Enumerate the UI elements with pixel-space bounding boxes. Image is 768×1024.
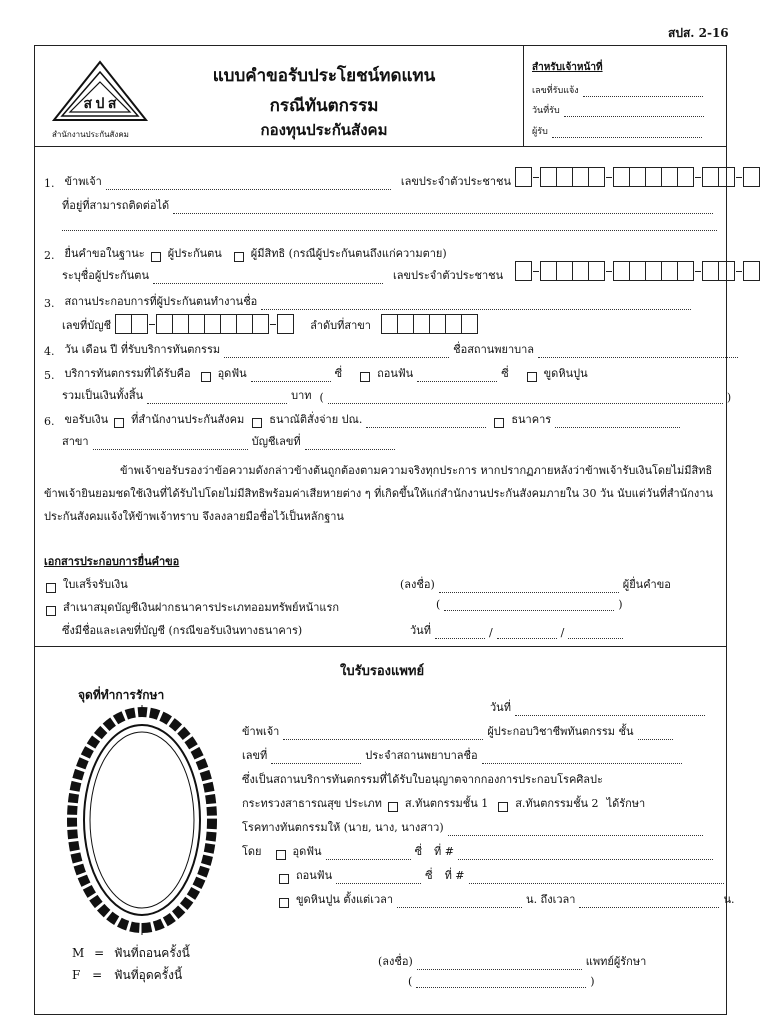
branch-no-boxes[interactable] [381, 314, 478, 334]
extraction-label: ถอนฟัน [377, 367, 414, 380]
applicant-printed-name-row: ( ) [436, 598, 623, 611]
dentist-printed-name-field[interactable] [416, 977, 586, 988]
total-amount-label: รวมเป็นเงินทั้งสิ้น [62, 389, 144, 402]
cert-date-row [490, 698, 705, 716]
documents-heading: เอกสารประกอบการยื่นคำขอ [44, 555, 180, 568]
dental-arch-icon [62, 705, 222, 935]
money-order-checkbox[interactable] [252, 418, 262, 428]
item-4-row [44, 340, 738, 358]
item-3-row [44, 292, 691, 310]
treated-label: ได้รักษา [606, 797, 646, 810]
tooth-chart[interactable] [62, 705, 222, 938]
license-no-field[interactable] [271, 753, 361, 764]
treat-extraction-checkbox[interactable] [279, 874, 289, 884]
item-2-number: 2. [44, 249, 55, 262]
service-received-label: บริการทันตกรรมที่ได้รับคือ [64, 367, 191, 380]
extraction-checkbox[interactable] [360, 372, 370, 382]
officer-ref-label: เลขที่รับแจ้ง [532, 86, 579, 96]
address-field[interactable] [173, 203, 713, 214]
applicant-year-field[interactable] [568, 628, 623, 639]
scaling-until-label: น. ถึงเวลา [526, 893, 576, 906]
cert-date-label: วันที่ [490, 701, 511, 714]
officer-ref-line[interactable] [583, 86, 703, 97]
extraction-count-field[interactable] [417, 371, 497, 382]
form-title: แบบคำขอรับประโยชน์ทดแทน [212, 66, 436, 86]
passbook-label: สำเนาสมุดบัญชีเงินฝากธนาคารประเภทออมทรัพย์หน้าแรก [63, 601, 340, 614]
treat-filling-unit: ซี่ [414, 845, 423, 858]
item-2-row [44, 244, 447, 262]
treat-scaling-row [277, 890, 734, 908]
dentist-signature-row [378, 952, 646, 970]
item-5-row [44, 364, 588, 382]
treat-filling-tooth-label: ที่ # [434, 845, 454, 858]
filling-unit: ซี่ [334, 367, 343, 380]
treat-scaling-checkbox[interactable] [279, 898, 289, 908]
dentist-role-label: แพทย์ผู้รักษา [585, 955, 647, 968]
passbook-checkbox[interactable] [46, 606, 56, 616]
baht-label: บาท [291, 389, 312, 402]
treat-extraction-unit: ซี่ [425, 869, 433, 882]
payment-method-label: ขอรับเงิน [64, 413, 109, 426]
clinic-type-row [242, 794, 645, 812]
dentist-name-row [242, 722, 673, 740]
applicant-sign-label: (ลงชื่อ) [400, 578, 435, 591]
citizen-id-label: เลขประจำตัวประชาชน [400, 175, 512, 188]
bank-branch-field[interactable] [93, 439, 248, 450]
legend-f-key: F [72, 968, 81, 982]
item-6-row [44, 410, 680, 428]
applicant-signature-field[interactable] [439, 582, 619, 593]
applicant-name-label: ข้าพเจ้า [64, 175, 102, 188]
item-1-row [44, 172, 511, 190]
logo-caption: สำนักงานประกันสังคม [52, 130, 129, 139]
scaling-checkbox[interactable] [527, 372, 537, 382]
address-row [62, 196, 713, 214]
treat-filling-row [242, 842, 713, 860]
bank-branch-label: สาขา [62, 435, 89, 448]
scaling-end-unit: น. [723, 893, 735, 906]
doc-receipt-row [44, 575, 128, 593]
officer-date-label: วันที่รับ [532, 106, 560, 116]
service-date-label: วัน เดือน ปี ที่รับบริการทันตกรรม [64, 343, 221, 356]
declaration-line-2: ข้าพเจ้ายินยอมชดใช้เงินที่ได้รับไปโดยไม่มีสิทธิพร้อมค่าเสียหายต่าง ๆ ที่เกิดขึ้นให้แก่สำนักงานประกันสังคมภายใน 30 วัน นับแต่วันที่สำนักงาน [44, 487, 713, 500]
bank-account-label: บัญชีเลขที่ [251, 435, 301, 448]
applicant-day-field[interactable] [435, 628, 485, 639]
receipt-checkbox[interactable] [46, 583, 56, 593]
applicant-date-row: วันที่ / / [410, 621, 623, 639]
applicant-role-label: ผู้ยื่นคำขอ [622, 578, 671, 591]
insured-option-label: ผู้ประกันตน [167, 247, 222, 260]
hospital-name-label: ชื่อสถานพยาบาล [453, 343, 535, 356]
insured-checkbox[interactable] [151, 252, 161, 262]
dentist-name-label: ข้าพเจ้า [242, 725, 280, 738]
item-4-number: 4. [44, 345, 55, 358]
insured-name-label: ระบุชื่อผู้ประกันตน [62, 269, 149, 282]
filling-label: อุดฟัน [217, 367, 247, 380]
total-in-words-open: ( [319, 391, 324, 404]
officer-heading: สำหรับเจ้าหน้าที่ [532, 62, 603, 73]
legend-m-key: M [72, 946, 85, 960]
legend-f-text: ฟันที่อุดครั้งนี้ [114, 968, 183, 982]
item-3-number: 3. [44, 297, 55, 310]
header-divider [35, 146, 726, 147]
dentist-sign-label: (ลงชื่อ) [378, 955, 413, 968]
clinic-class2-label: ส.ทันตกรรมชั้น 2 [515, 797, 599, 810]
pay-at-office-checkbox[interactable] [114, 418, 124, 428]
clinic-class1-checkbox[interactable] [388, 802, 398, 812]
item-6-number: 6. [44, 415, 55, 428]
item-1-number: 1. [44, 177, 55, 190]
service-date-field[interactable] [224, 347, 449, 358]
insured-name-field[interactable] [153, 273, 383, 284]
legend-f: F = ฟันที่อุดครั้งนี้ [72, 968, 183, 982]
treat-extraction-label: ถอนฟัน [296, 869, 333, 882]
filling-checkbox[interactable] [201, 372, 211, 382]
officer-receiver-line[interactable] [552, 127, 702, 138]
dentist-printed-name-row: ( ) [408, 975, 595, 988]
bank-branch-row [62, 432, 395, 450]
applicant-date-label: วันที่ [410, 624, 431, 637]
beneficiary-option-label: ผู้มีสิทธิ (กรณีผู้ประกันตนถึงแก่ความตาย) [250, 247, 447, 260]
treat-filling-checkbox[interactable] [276, 850, 286, 860]
scaling-label: ขูดหินปูน [543, 367, 588, 380]
employer-field[interactable] [261, 299, 691, 310]
bank-checkbox[interactable] [494, 418, 504, 428]
clinic-name-label: ประจำสถานพยาบาลชื่อ [365, 749, 478, 762]
total-in-words-close: ) [726, 391, 732, 404]
officer-date-line[interactable] [564, 106, 704, 117]
declaration-line-1: ข้าพเจ้าขอรับรองว่าข้อความดังกล่าวข้างต้นถูกต้องตามความจริงทุกประการ หากปรากฏภายหลังว่าข้าพเจ้ารับเงินโดยไม่มีสิทธิ [120, 464, 713, 477]
scaling-end-field[interactable] [579, 897, 719, 908]
account-row [62, 314, 478, 334]
fund-name: กองทุนประกันสังคม [260, 121, 388, 139]
post-office-field[interactable] [366, 417, 486, 428]
license-row [242, 746, 682, 764]
applicant-month-field[interactable] [497, 628, 557, 639]
certificate-heading: ใบรับรองแพทย์ [340, 664, 425, 679]
bank-account-field[interactable] [305, 439, 395, 450]
receipt-label: ใบเสร็จรับเงิน [63, 578, 128, 591]
officer-field-date [532, 103, 704, 117]
money-order-label: ธนาณัติสั่งจ่าย ปณ. [269, 413, 363, 426]
officer-field-ref [532, 83, 703, 97]
form-code: สปส. 2-16 [668, 26, 729, 40]
doc-passbook-row [44, 598, 339, 616]
filling-count-field[interactable] [251, 371, 331, 382]
employer-account-boxes[interactable] [115, 314, 294, 334]
treat-extraction-row [277, 866, 724, 884]
address-label: ที่อยู่ที่สามารถติดต่อได้ [62, 199, 170, 212]
scaling-start-field[interactable] [397, 897, 522, 908]
capacity-label: ยื่นคำขอในฐานะ [64, 247, 145, 260]
cert-date-field[interactable] [515, 705, 705, 716]
legend-m-text: ฟันที่ถอนครั้งนี้ [114, 946, 190, 960]
treat-scaling-label: ขูดหินปูน ตั้งแต่เวลา [296, 893, 394, 906]
item-5-number: 5. [44, 369, 55, 382]
by-label: โดย [242, 845, 262, 858]
declaration-line-3: ประกันสังคมแจ้งให้ข้าพเจ้าทราบ จึงลงลายมือชื่อไว้เป็นหลักฐาน [44, 510, 344, 523]
officer-receiver-label: ผู้รับ [532, 127, 548, 137]
treat-extraction-tooth-label: ที่ # [444, 869, 465, 882]
svg-text:ส ป ส: ส ป ส [83, 97, 117, 112]
applicant-printed-name-field[interactable] [444, 600, 614, 611]
passbook-note: ซึ่งมีชื่อและเลขที่บัญชี (กรณีขอรับเงินทางธนาคาร) [62, 624, 303, 637]
treat-filling-count-field[interactable] [326, 849, 411, 860]
clinic-class2-checkbox[interactable] [498, 802, 508, 812]
extraction-unit: ซี่ [501, 367, 509, 380]
dentist-class-label: ผู้ประกอบวิชาชีพทันตกรรม ชั้น [487, 725, 634, 738]
treat-filling-label: อุดฟัน [292, 845, 322, 858]
applicant-name-field[interactable] [106, 179, 391, 190]
clinic-name-field[interactable] [482, 753, 682, 764]
total-amount-field[interactable] [147, 393, 287, 404]
bank-name-field[interactable] [555, 417, 680, 428]
address-line-2[interactable] [62, 220, 717, 234]
total-row [62, 386, 731, 404]
bank-label: ธนาคาร [511, 413, 552, 426]
treat-extraction-count-field[interactable] [336, 873, 421, 884]
employer-label: สถานประกอบการที่ผู้ประกันตนทำงานชื่อ [64, 295, 258, 308]
treat-filling-tooth-field[interactable] [458, 849, 713, 860]
treat-extraction-tooth-field[interactable] [469, 873, 724, 884]
applicant-signature-row [400, 575, 671, 593]
tooth-chart-heading: จุดที่ทำการรักษา [78, 688, 165, 702]
employer-account-label: เลขที่บัญชี [62, 319, 112, 332]
clinic-class1-label: ส.ทันตกรรมชั้น 1 [404, 797, 489, 810]
dentist-class-field[interactable] [638, 729, 673, 740]
citizen-id-boxes[interactable] [515, 167, 760, 187]
patient-name-field[interactable] [448, 825, 703, 836]
dentist-name-field[interactable] [283, 729, 483, 740]
officer-field-receiver [532, 124, 702, 138]
total-in-words-field[interactable] [328, 393, 723, 404]
legend-m: M = ฟันที่ถอนครั้งนี้ [72, 946, 190, 960]
hospital-name-field[interactable] [538, 347, 738, 358]
pay-at-office-label: ที่สำนักงานประกันสังคม [131, 413, 245, 426]
insured-name-row [62, 266, 503, 284]
patient-name-label: โรคทางทันตกรรมให้ (นาย, นาง, นางสาว) [242, 821, 444, 834]
section-divider [35, 646, 726, 647]
patient-name-row [242, 818, 703, 836]
beneficiary-checkbox[interactable] [234, 252, 244, 262]
license-no-label: เลขที่ [242, 749, 268, 762]
insured-id-boxes[interactable] [515, 261, 760, 281]
ministry-label: กระทรวงสาธารณสุข ประเภท [242, 797, 382, 810]
branch-no-label: ลำดับที่สาขา [310, 319, 371, 332]
form-subtitle: กรณีทันตกรรม [269, 96, 379, 116]
license-statement: ซึ่งเป็นสถานบริการทันตกรรมที่ได้รับใบอนุญาตจากกองการประกอบโรคศิลปะ [242, 773, 603, 786]
dentist-signature-field[interactable] [417, 959, 582, 970]
insured-id-label: เลขประจำตัวประชาชน [392, 269, 504, 282]
